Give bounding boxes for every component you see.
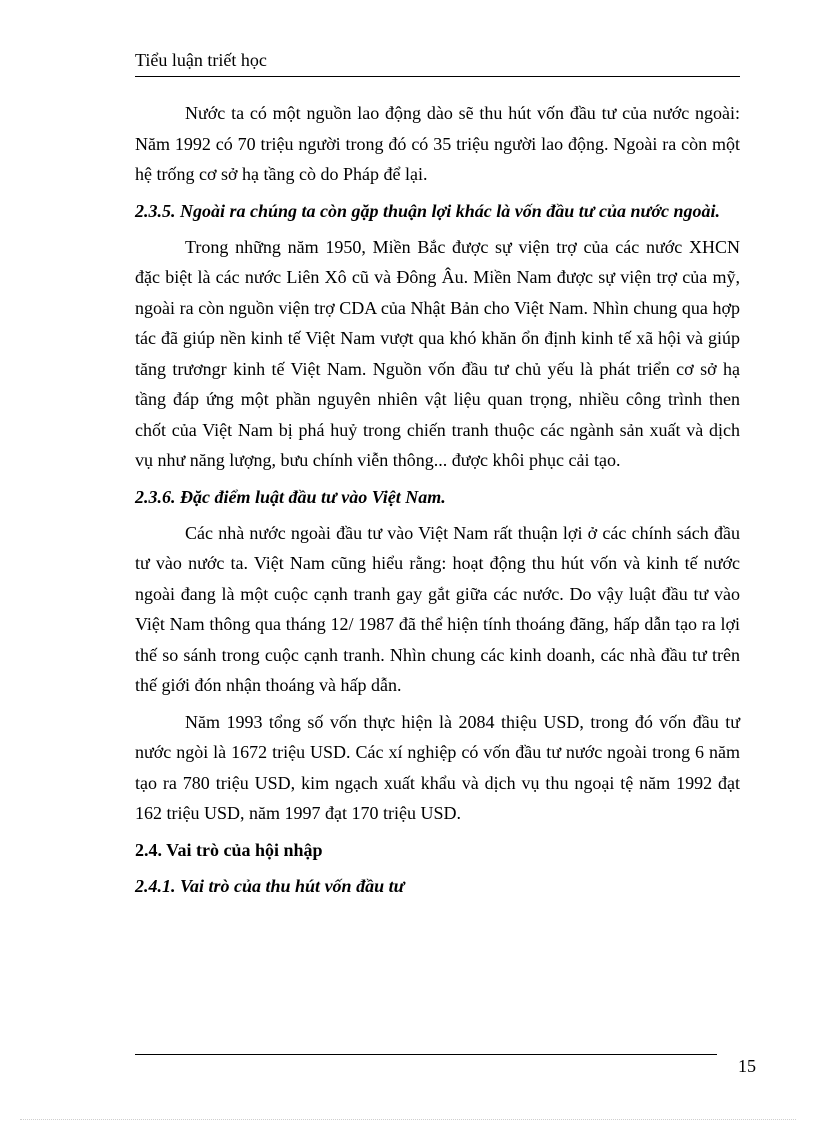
page-body [135,98,740,907]
running-header: Tiểu luận triết học [135,50,740,77]
page-number: 15 [738,1056,756,1076]
section-heading-2-3-5: 2.3.5. Ngoài ra chúng ta còn gặp thuận lợi khác là vốn đầu tư của nước ngoài. [135,200,720,221]
page-bottom-dotted-border [20,1119,796,1120]
section-heading-2-3-6: 2.3.6. Đặc điểm luật đầu tư vào Việt Nam. [135,486,446,507]
section-heading-2-4: 2.4. Vai trò của hội nhập [135,839,323,860]
section-heading-2-4-1: 2.4.1. Vai trò của thu hút vốn đầu tư [135,875,405,896]
footer-rule [135,1054,717,1055]
paragraph-investment-law: Các nhà nước ngoài đầu tư vào Việt Nam rất thuận lợi ở các chính sách đầu tư vào nước ta. Việt Nam cũng hiểu rằng: hoạt động thu hút vốn và kinh tế nước ngoài đang là một cuộc cạnh tranh gay gắt giữa các nước. Do vậy luật đầu tư vào Việt Nam thông qua tháng 12/ 1987 đã thể hiện tính thoáng đãng, hấp dẫn tạo ra lợi thế so sánh trong cuộc cạnh tranh. Nhìn chung các kinh doanh, các nhà đầu tư trên thế giới đón nhận thoáng và hấp dẫn. [135,522,740,695]
paragraph-1993-figures: Năm 1993 tổng số vốn thực hiện là 2084 thiệu USD, trong đó vốn đầu tư nước ngòi là 1672 triệu USD. Các xí nghiệp có vốn đầu tư nước ngoài trong 6 năm tạo ra 780 triệu USD, kim ngạch xuất khẩu và dịch vụ thu ngoại tệ năm 1992 đạt 162 triệu USD, năm 1997 đạt 170 triệu USD. [135,711,740,823]
paragraph-foreign-aid: Trong những năm 1950, Miền Bắc được sự viện trợ của các nước XHCN đặc biệt là các nước Liên Xô cũ và Đông Âu. Miền Nam được sự viện trợ của mỹ, ngoài ra còn nguồn viện trợ CDA của Nhật Bản cho Việt Nam. Nhìn chung qua hợp tác đã giúp nền kinh tế Việt Nam vượt qua khó khăn ổn định kinh tế xã hội và giúp tăng trươngr kinh tế Việt Nam. Nguồn vốn đầu tư chủ yếu là phát triển cơ sở hạ tầng đáp ứng một phần nguyên nhiên vật liệu quan trọng, nhiều công trình then chốt của Việt Nam bị phá huỷ trong chiến tranh thuộc các ngành sản xuất và dịch vụ như năng lượng, bưu chính viễn thông... được khôi phục cải tạo. [135,236,740,470]
paragraph-labor-force: Nước ta có một nguồn lao động dào sẽ thu hút vốn đầu tư của nước ngoài: Năm 1992 có 70 triệu người trong đó có 35 triệu người lao động. Ngoài ra còn một hệ trống cơ sở hạ tầng cò do Pháp để lại. [135,103,740,184]
